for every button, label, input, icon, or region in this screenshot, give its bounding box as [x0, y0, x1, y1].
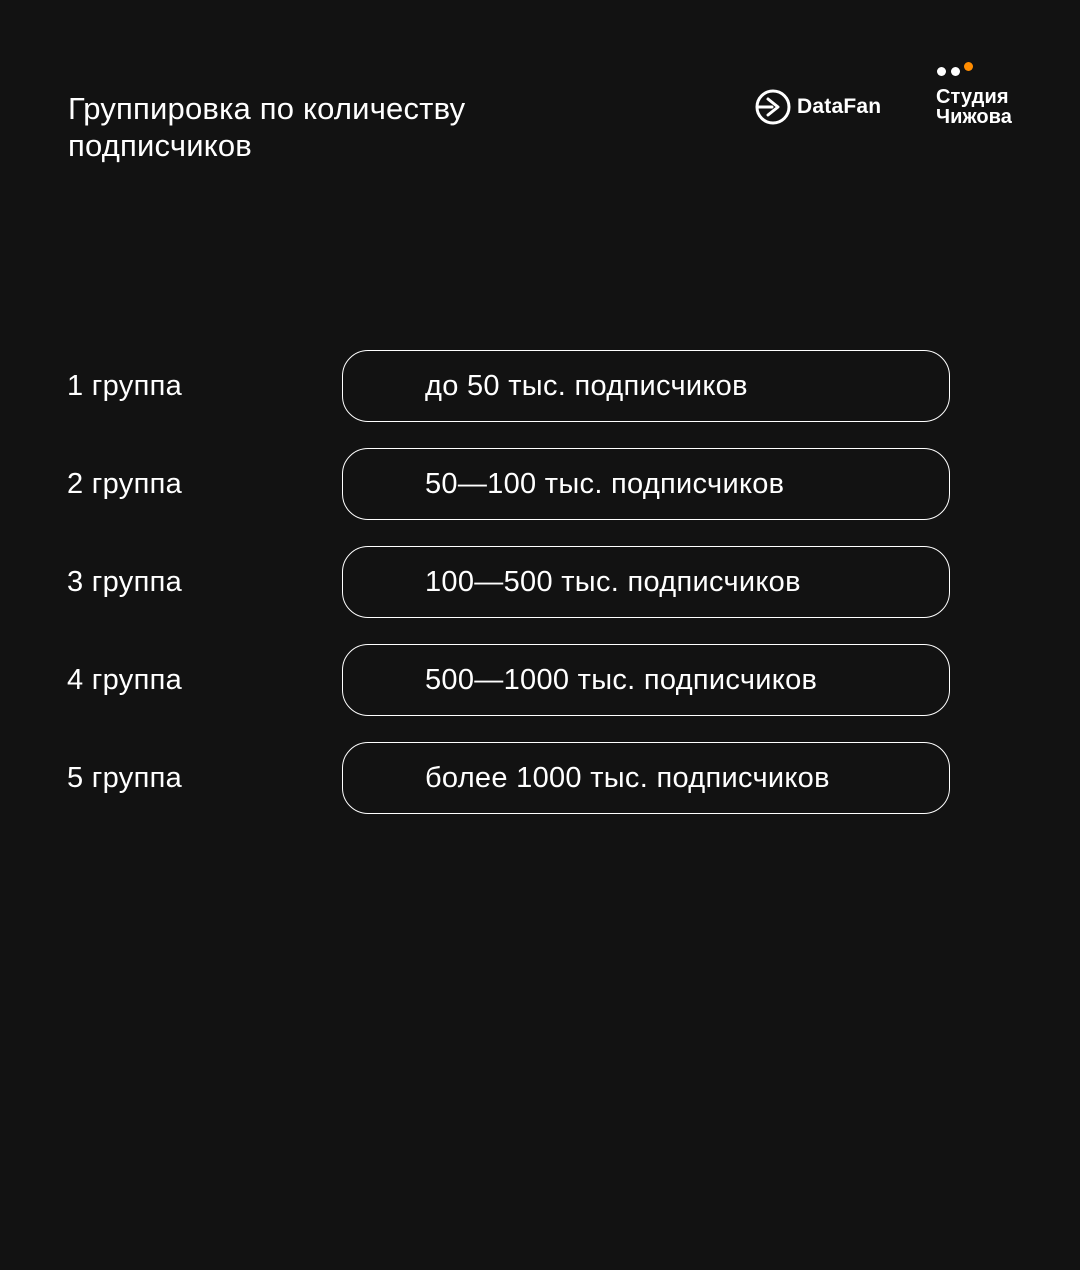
group-range-pill	[342, 644, 950, 716]
group-range-pill	[342, 350, 950, 422]
studio-chizhova-logo	[936, 62, 1036, 127]
group-row	[0, 448, 1080, 520]
dot-icon	[937, 67, 946, 76]
group-range-text: более 1000 тыс. подписчиков	[425, 762, 830, 794]
datafan-logo	[755, 89, 881, 125]
group-label: 4 группа	[67, 664, 183, 696]
page-title	[68, 90, 588, 164]
group-range-pill	[342, 742, 950, 814]
group-label: 3 группа	[67, 566, 183, 598]
group-row	[0, 546, 1080, 618]
group-row	[0, 742, 1080, 814]
group-label: 2 группа	[67, 468, 183, 500]
group-range-text: 50—100 тыс. подписчиков	[425, 468, 785, 500]
orange-dot-icon	[964, 62, 973, 71]
studio-logo-line-1: Студия	[936, 86, 1009, 108]
group-label: 1 группа	[67, 370, 183, 402]
group-range-text: до 50 тыс. подписчиков	[425, 370, 748, 402]
page-title-line-1: Группировка по количеству	[68, 91, 466, 126]
dot-icon	[951, 67, 960, 76]
datafan-logo-icon	[755, 89, 791, 125]
group-range-text: 500—1000 тыс. подписчиков	[425, 664, 818, 696]
group-row	[0, 350, 1080, 422]
datafan-logo-text: DataFan	[797, 95, 882, 118]
group-row	[0, 644, 1080, 716]
group-label: 5 группа	[67, 762, 183, 794]
group-range-text: 100—500 тыс. подписчиков	[425, 566, 801, 598]
studio-logo-line-2: Чижова	[936, 106, 1013, 128]
page-title-line-2: подписчиков	[68, 128, 252, 163]
studio-logo-dots-icon	[936, 62, 1036, 82]
group-range-pill	[342, 546, 950, 618]
group-range-pill	[342, 448, 950, 520]
